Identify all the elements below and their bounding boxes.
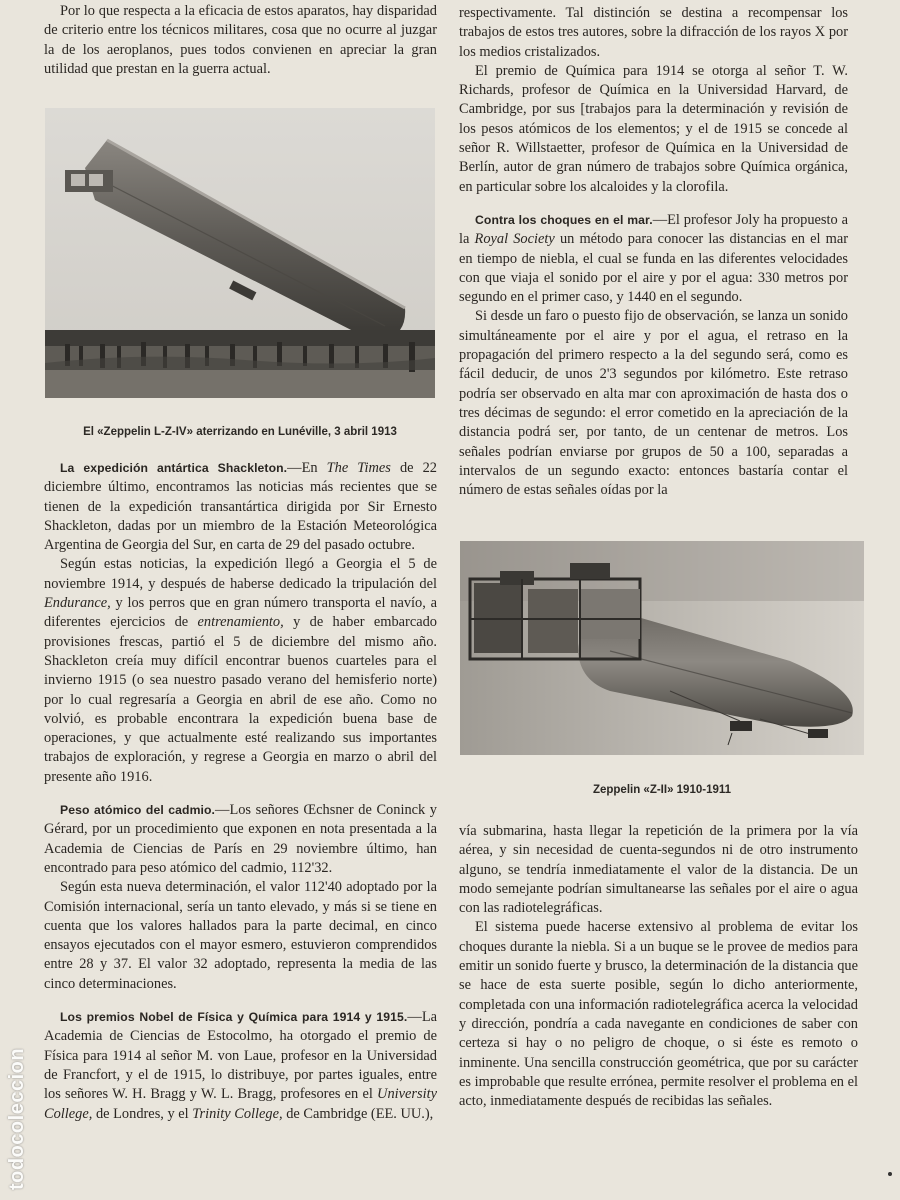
- the-times-title: The Times: [326, 460, 391, 476]
- choques-text-1a: —El profesor Joly ha propuesto a la: [459, 211, 848, 248]
- left-intro: [44, 2, 437, 79]
- nobel-text-1a: —La Academia de Ciencias de Estocolmo, ha otorgado el premio de Física para 1914 al señor M. von Laue, profesor en la Universidad de Francfort, y el de 1915, lo distribuye, por partes iguales, entre los señores W. H. Bragg y W. L. Bragg, profesores en el: [44, 1009, 437, 1103]
- shackleton-text-2a: Según estas noticias, la expedición llegó a Georgia el 5 de noviembre 1914, y después de haberse dedicado la tripulación del: [44, 556, 437, 592]
- zeppelin-lziv-photo: [45, 108, 435, 398]
- cadmio-paragraph-2: Según esta nueva determinación, el valor 112'40 adoptado por la Comisión internacional, sería un tanto elevado, y más si se tiene en cuenta que los valores hallados para la parte decimal, en cinco ensayos ejecutados con el mayor esmero, estuvieron comprendidos entre 28 y 37. El valor 32 adoptado, representa la media de las cinco determinaciones.: [44, 879, 437, 992]
- endurance-name: Endurance,: [44, 595, 111, 612]
- choques-paragraph-1: [459, 211, 848, 307]
- intro-paragraph: Por lo que respecta a la eficacia de estos aparatos, hay disparidad de criterio entre los técnicos militares, cosa que no ocurre al juzgar la de los aeroplanos, pues todos convienen en apreciar la gran utilidad que prestan en la guerra actual.: [44, 3, 437, 77]
- cadmio-paragraph-1: [44, 801, 437, 878]
- nobel-heading: Los premios Nobel de Física y Química para 1914 y 1915.: [60, 1010, 408, 1025]
- shackleton-text-1b: de 22 diciembre último, encontramos las noticias más recientes que se tienen de la expedición transantártica dirigida por Sir Ernesto Shackleton, dadas por un miembro de la Estación Meteorológica Argentina de Georgia del Sur, en carta de 29 del pasado octubre.: [44, 460, 437, 554]
- right-top-text: [459, 4, 848, 500]
- shackleton-text-1a: —En: [287, 460, 327, 476]
- page-dot: [888, 1172, 892, 1176]
- zeppelin-landing-image: [45, 108, 435, 398]
- watermark: todocoleccion: [6, 1047, 28, 1190]
- zeppelin-flight-image: [460, 541, 864, 755]
- trinity-college-name: Trinity College,: [192, 1105, 283, 1122]
- chemistry-prize-paragraph: El premio de Química para 1914 se otorga al señor T. W. Richards, profesor de Química en la Universidad Harvard, de Cambridge, por sus [trabajos para la determinación y revisión de los pesos atómicos de los elementos; y el de 1915 se concede al señor R. Willstaetter, profesor de Química en la Universidad de Berlín, autor de gran número de trabajos sobre Química orgánica, en particular sobre los alcaloides y la clorofila.: [459, 62, 848, 195]
- shackleton-paragraph-1: [44, 459, 437, 555]
- zeppelin-zii-photo: [460, 541, 864, 755]
- system-paragraph: El sistema puede hacerse extensivo al problema de evitar los choques durante la niebla. Si a un buque se le provee de medios para emitir un sonido fuerte y brusco, la determinación de la distancia que se hace de esta suerte posible, según lo dicho anteriormente, completada con una información radiotelegráfica acerca la velocidad y dirección, pondría a cada navegante en condiciones de saber con certeza si hay o no peligro de choque, o si éste es remoto o inminente. Una sencilla construcción geométrica, que por su carácter es improbable que resulte errónea, permite resolver el problema en el acto, inmediatamente después de recibidas las señales.: [459, 919, 858, 1110]
- submarine-paragraph: vía submarina, hasta llegar la repetición de la primera por la vía aérea, y sin necesidad de cuenta-segundos ni de otro instrumento alguno, se tendría inmediatamente el valor de la distancia. De un modo semejante podrían simultanearse las señales por el aire o agua con las radiotelegráficas.: [459, 823, 858, 917]
- right-bottom-text: [459, 822, 858, 1111]
- figure2-caption: Zeppelin «Z-II» 1910-1911: [592, 784, 732, 796]
- choques-heading: Contra los choques en el mar.: [475, 212, 653, 227]
- cadmio-text-1: —Los señores Œchsner de Coninck y Gérard, por un procedimiento que exponen en nota presentada a la Academia de Ciencias de París en 29 noviembre último, han encontrado para peso atómico del cadmio, 112'32.: [44, 802, 437, 876]
- left-main-text: [44, 459, 437, 1124]
- figure1-caption: El «Zeppelin L-Z-IV» aterrizando en Lunéville, 3 abril 1913: [83, 426, 397, 438]
- royal-society-name: Royal Society: [474, 231, 555, 248]
- shackleton-paragraph-2: [44, 555, 437, 787]
- university-college-name: University College,: [44, 1086, 437, 1122]
- nobel-paragraph-1: [44, 1008, 437, 1124]
- nobel-text-1b: de Londres, y el: [92, 1105, 193, 1122]
- entrenamiento-word: entrenamiento,: [197, 614, 284, 631]
- nobel-continuation: respectivamente. Tal distinción se destina a recompensar los trabajos de estos tres autores, sobre la difracción de los rayos X por los medios cristalizados.: [459, 5, 848, 60]
- choques-paragraph-2: Si desde un faro o puesto fijo de observación, se lanza un sonido simultáneamente por el aire y por el agua, el retraso en la propagación del primero respecto a la del segundo será, como es fácil deducir, de unos 2'3 segundos por kilómetro. Este retraso podría ser observado en alta mar con aproximación de hasta dos o tres décimas de segundo: el error cometido en la apreciación de la distancia podrá ser, por tanto, de un centenar de metros. Los señales podrían enviarse por grupos de 50 a 100, separadas a intervalos de un segundo exacto: entonces bastaría contar el número de estas señales oídas por la: [459, 308, 848, 499]
- shackleton-text-2c: y de haber embarcado provisiones frescas, partió el 5 de diciembre del mismo año. Shackleton creía muy difícil encontrar buenos cuarteles para el invierno 1915 (o sea nuestro pasado verano del hemisferio norte) por lo cual regresaría a Georgia en abril de ese año. Como no volvió, es probable encontrara la expedición buena base de operaciones, y que actualmente esté realizando sus importantes trabajos de exploración, y regrese a Georgia en marzo o abril del presente año 1916.: [44, 614, 437, 785]
- shackleton-text-2b: y los perros que en gran número transporta el navío, a diferentes ejercicios de: [44, 595, 437, 631]
- nobel-text-1c: de Cambridge (EE. UU.),: [282, 1105, 434, 1122]
- cadmio-heading: Peso atómico del cadmio.: [60, 803, 216, 818]
- choques-text-1b: un método para conocer las distancias en el mar en tiempo de niebla, el cual se funda en las diferentes velocidades con que viaja el sonido por el aire y por el agua: 330 metros por segundo en el primer caso, y 1440 en el segundo.: [459, 231, 849, 306]
- shackleton-heading: La expedición antártica Shackleton.: [60, 461, 288, 475]
